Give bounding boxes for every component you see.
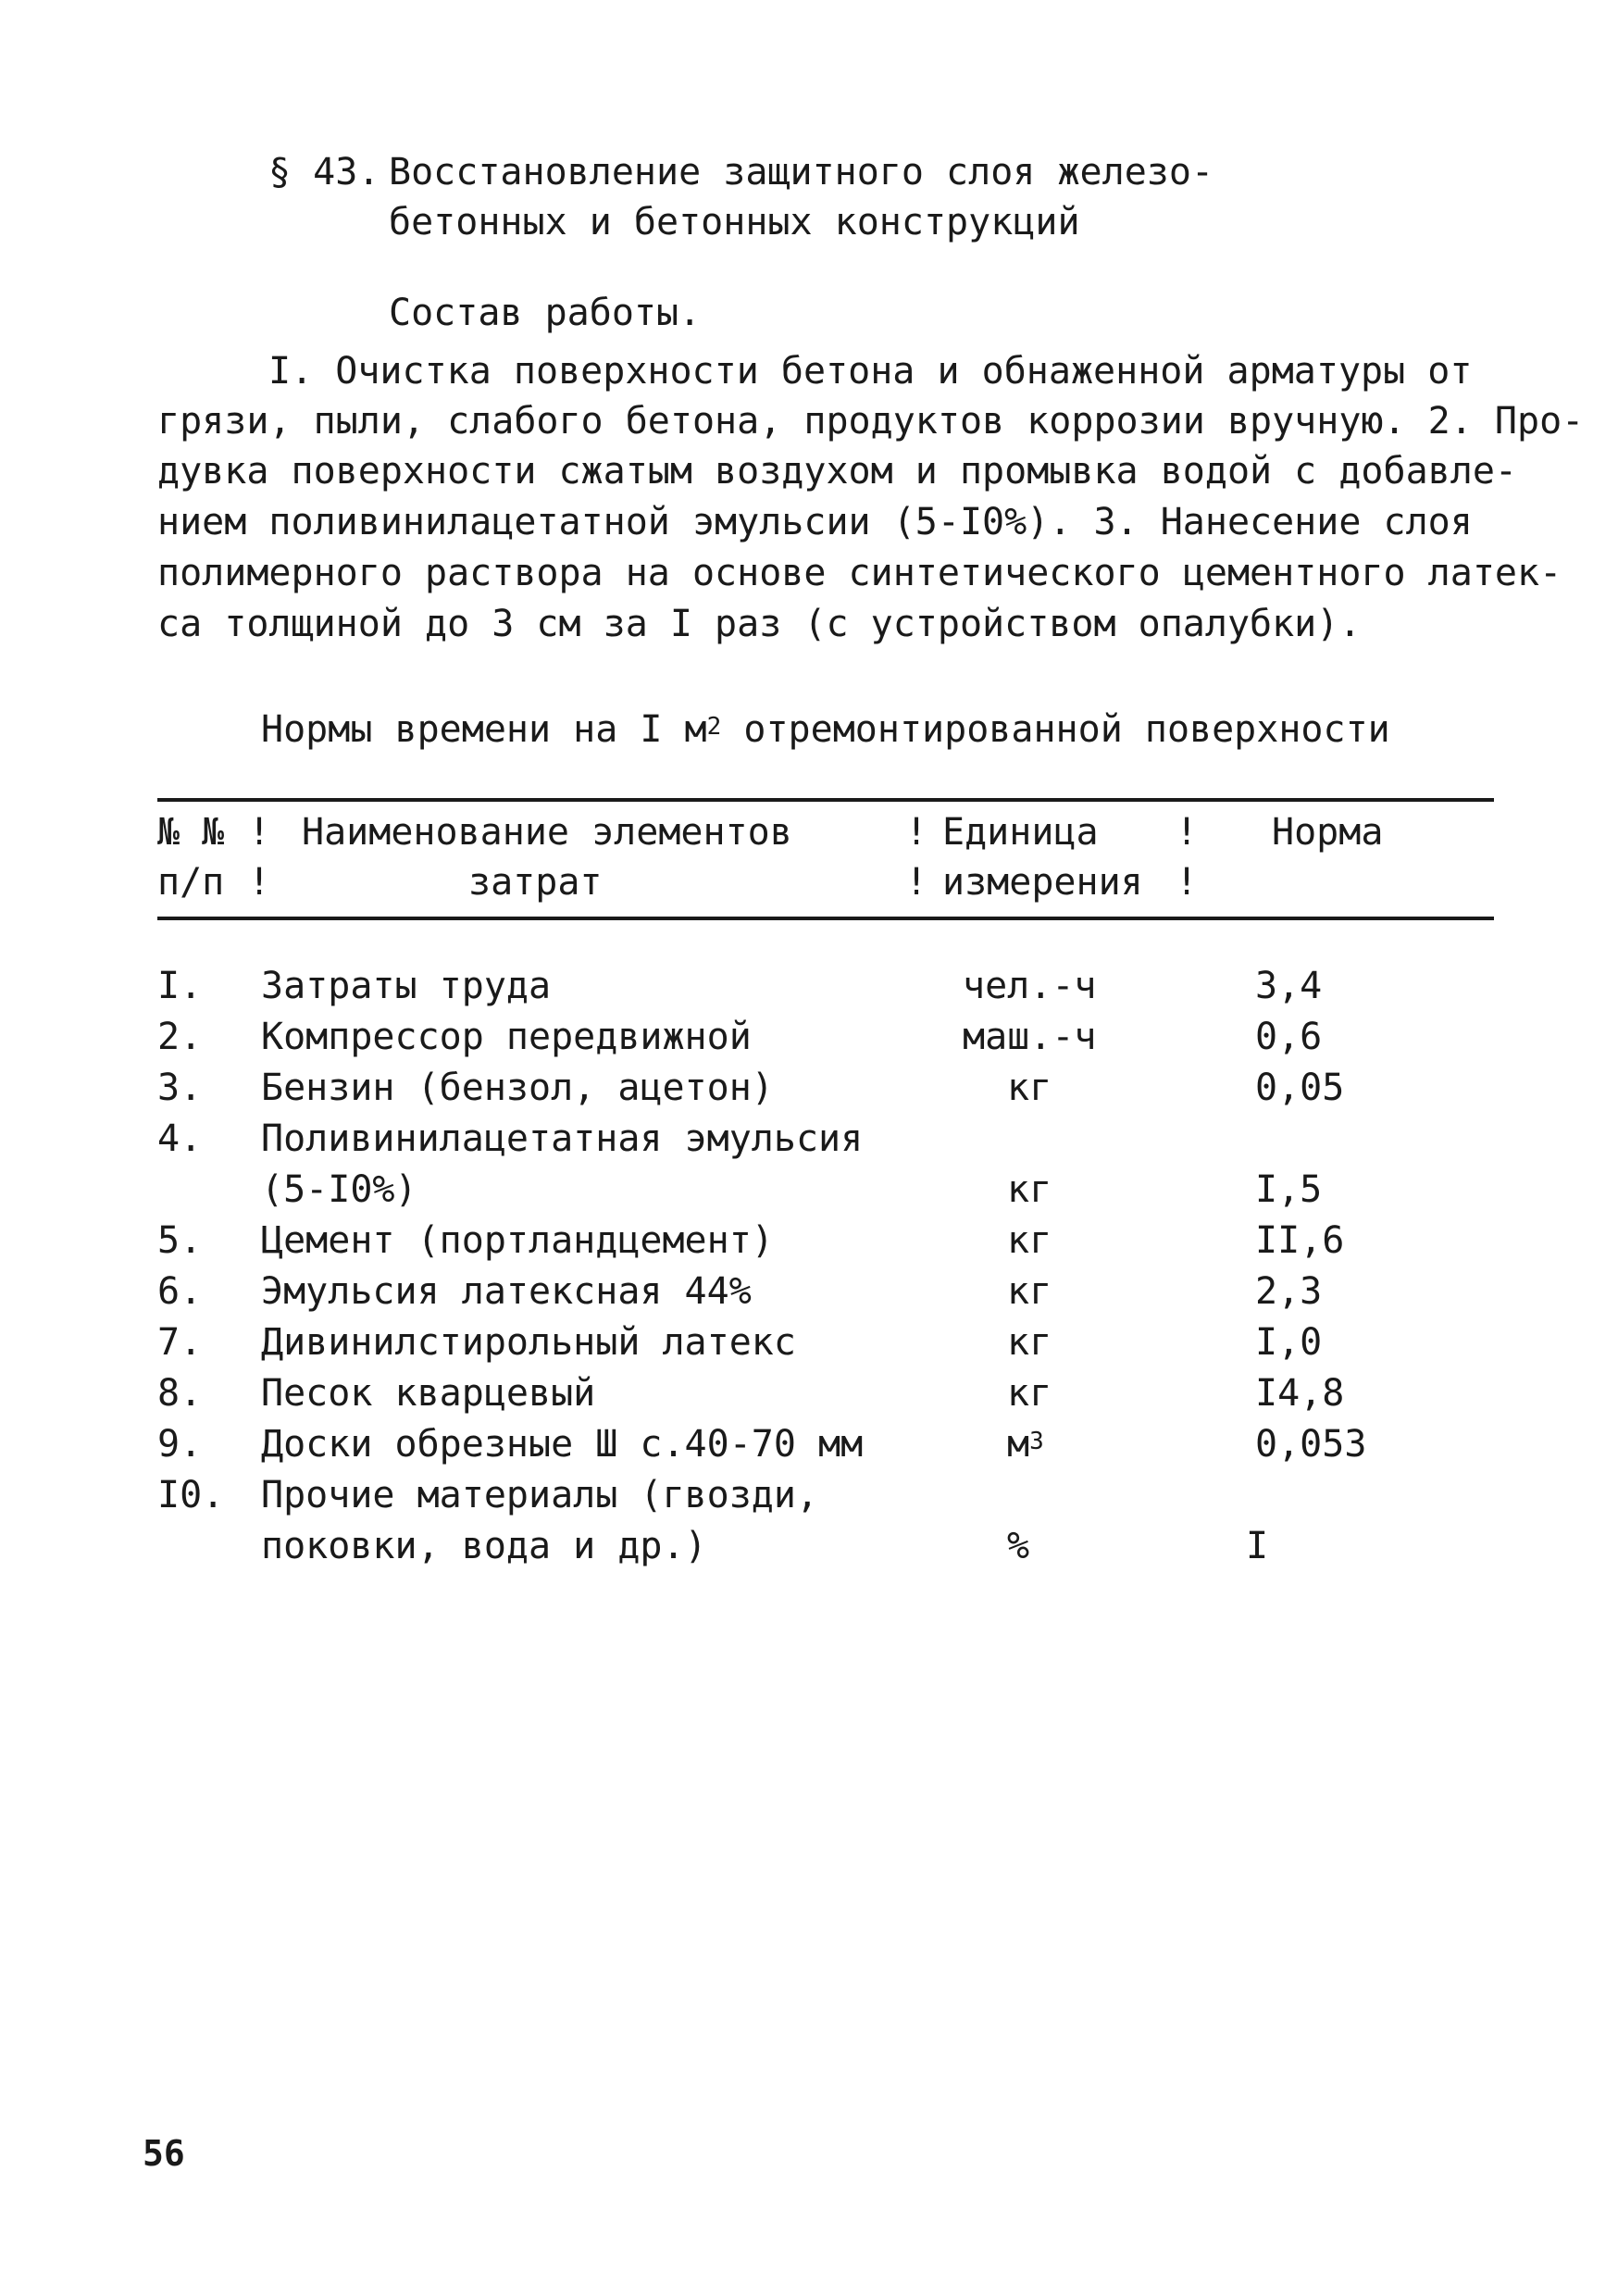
header-col3-line1: Единица (942, 811, 1099, 854)
norms-title-sup: 2 (706, 713, 722, 741)
row-norm: I (1246, 1525, 1269, 1567)
row-norm: II,6 (1255, 1219, 1345, 1262)
row-name: Затраты труда (261, 965, 552, 1007)
row-name: Цемент (портландцемент) (261, 1219, 774, 1262)
row-number: I0. (157, 1474, 225, 1516)
row-name-continuation: (5-I0%) (261, 1168, 417, 1211)
row-number: I. (157, 965, 203, 1007)
row-norm: I4,8 (1255, 1372, 1345, 1415)
paragraph-line: нием поливинилацетатной эмульсии (5-I0%). 3. Нанесение слоя (157, 501, 1473, 543)
row-number: 7. (157, 1321, 203, 1364)
row-unit: кг (1007, 1219, 1052, 1262)
header-col3-line2: измерения (942, 861, 1143, 904)
row-number: 6. (157, 1270, 203, 1313)
row-name: Дивинилстирольный латекс (261, 1321, 796, 1364)
paragraph-line: I. Очистка поверхности бетона и обнаженной арматуры от (268, 350, 1473, 393)
row-unit (1007, 1423, 1044, 1466)
table-header-rule (157, 917, 1494, 920)
row-number: 5. (157, 1219, 203, 1262)
row-unit: чел.-ч (963, 965, 1097, 1007)
row-unit: кг (1007, 1321, 1052, 1364)
paragraph-line: грязи, пыли, слабого бетона, продуктов коррозии вручную. 2. Про- (157, 400, 1585, 443)
norms-title-suffix: отремонтированной поверхности (721, 708, 1390, 751)
header-col1-line1: № № (157, 811, 225, 854)
section-number: § 43. (268, 151, 380, 193)
row-number: 8. (157, 1372, 203, 1415)
row-number: 3. (157, 1067, 203, 1109)
header-col4-line1: Норма (1272, 811, 1384, 854)
work-composition-heading: Состав работы. (389, 292, 702, 334)
header-col2-line1: Наименование элементов (302, 811, 792, 854)
header-separator: ! (1176, 861, 1199, 904)
row-norm: 0,05 (1255, 1067, 1345, 1109)
row-norm: 3,4 (1255, 965, 1323, 1007)
row-number: 4. (157, 1117, 203, 1160)
header-separator: ! (248, 861, 271, 904)
row-name: Эмульсия латексная 44% (261, 1270, 752, 1313)
row-norm: I,0 (1255, 1321, 1323, 1364)
row-unit: кг (1007, 1270, 1052, 1313)
row-name: Компрессор передвижной (261, 1016, 752, 1058)
header-separator: ! (1176, 811, 1199, 854)
row-unit: маш.-ч (963, 1016, 1097, 1058)
paragraph-line: дувка поверхности сжатым воздухом и промывка водой с добавле- (157, 450, 1518, 493)
norms-title (261, 704, 1390, 760)
header-col2-line2: затрат (468, 861, 603, 904)
row-number: 9. (157, 1423, 203, 1466)
table-top-rule (157, 798, 1494, 802)
header-col1-line2: п/п (157, 861, 225, 904)
row-unit-base: м (1007, 1423, 1030, 1466)
header-separator: ! (905, 861, 928, 904)
section-title-line-2: бетонных и бетонных конструкций (389, 201, 1080, 243)
row-norm: I,5 (1255, 1168, 1323, 1211)
row-unit-sup: 3 (1029, 1428, 1044, 1455)
row-unit: кг (1007, 1168, 1052, 1211)
page-number: 56 (143, 2133, 185, 2174)
row-number: 2. (157, 1016, 203, 1058)
row-unit: % (1007, 1525, 1030, 1567)
paragraph-line: полимерного раствора на основе синтетического цементного латек- (157, 552, 1562, 594)
row-name: Поливинилацетатная эмульсия (261, 1117, 864, 1160)
row-unit: кг (1007, 1372, 1052, 1415)
row-name: Бензин (бензол, ацетон) (261, 1067, 774, 1109)
row-norm: 0,053 (1255, 1423, 1367, 1466)
row-norm: 0,6 (1255, 1016, 1323, 1058)
row-name: Песок кварцевый (261, 1372, 596, 1415)
header-separator: ! (248, 811, 271, 854)
section-title-line-1: Восстановление защитного слоя железо- (389, 151, 1214, 193)
row-unit: кг (1007, 1067, 1052, 1109)
row-norm: 2,3 (1255, 1270, 1323, 1313)
norms-title-prefix: Нормы времени на I м (261, 708, 707, 751)
row-name: Доски обрезные Ш с.40-70 мм (261, 1423, 864, 1466)
row-name-continuation: поковки, вода и др.) (261, 1525, 707, 1567)
paragraph-line: са толщиной до 3 см за I раз (с устройством опалубки). (157, 603, 1362, 645)
row-name: Прочие материалы (гвозди, (261, 1474, 819, 1516)
header-separator: ! (905, 811, 928, 854)
